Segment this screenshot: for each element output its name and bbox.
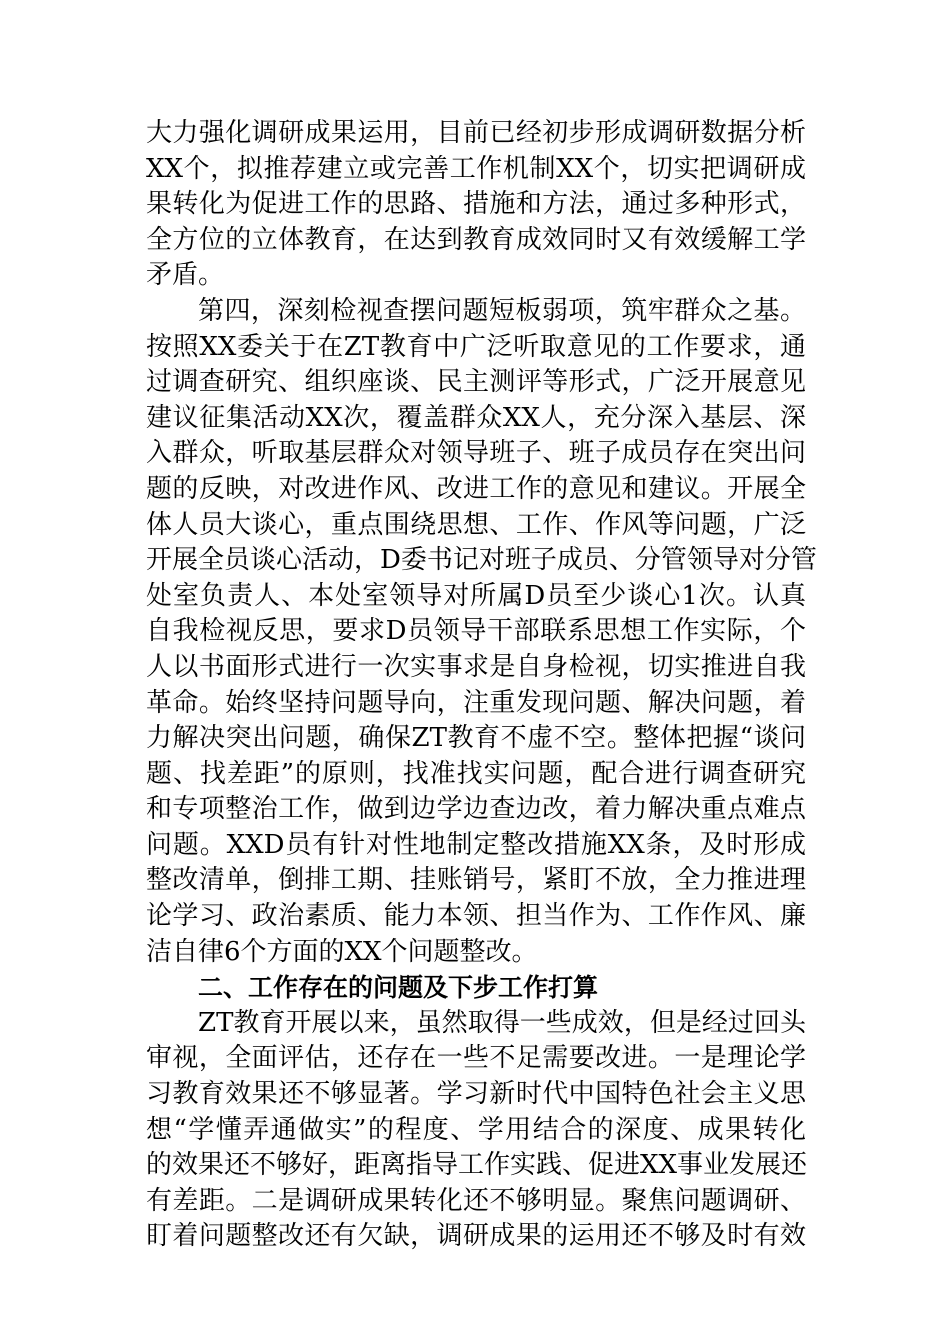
text-line: 的效果还不够好，距离指导工作实践、促进XX事业发展还 — [146, 1150, 808, 1181]
text-line: 人以书面形式进行一次实事求是自身检视，切实推进自我 — [146, 651, 806, 682]
text-line: 想“学懂弄通做实”的程度、学用结合的深度、成果转化 — [146, 1114, 806, 1145]
text-line: 有差距。二是调研成果转化还不够明显。聚焦问题调研、 — [146, 1185, 806, 1216]
text-line: 习教育效果还不够显著。学习新时代中国特色社会主义思 — [146, 1079, 806, 1110]
text-line: 果转化为促进工作的思路、措施和方法，通过多种形式， — [146, 189, 806, 220]
text-line: 第四，深刻检视查摆问题短板弱项，筑牢群众之基。 — [198, 295, 806, 326]
text-line: 按照XX委关于在ZT教育中广泛听取意见的工作要求，通 — [146, 331, 806, 362]
text-line: 入群众，听取基层群众对领导班子、班子成员存在突出问 — [146, 438, 806, 469]
text-line: 矛盾。 — [146, 260, 225, 291]
text-line: 整改清单，倒排工期、挂账销号，紧盯不放，全力推进理 — [146, 865, 806, 896]
text-line: XX个，拟推荐建立或完善工作机制XX个，切实把调研成 — [146, 153, 806, 184]
text-line: 开展全员谈心活动，D委书记对班子成员、分管领导对分管 — [146, 545, 817, 576]
text-line: 审视，全面评估，还存在一些不足需要改进。一是理论学 — [146, 1043, 806, 1074]
text-line: 过调查研究、组织座谈、民主测评等形式，广泛开展意见 — [146, 367, 806, 398]
text-line: 自我检视反思，要求D员领导干部联系思想工作实际，个 — [146, 616, 806, 647]
text-line: 大力强化调研成果运用，目前已经初步形成调研数据分析 — [146, 118, 806, 148]
text-line: 盯着问题整改还有欠缺，调研成果的运用还不够及时有效 — [146, 1221, 806, 1252]
text-line: 建议征集活动XX次，覆盖群众XX人，充分深入基层、深 — [146, 402, 806, 433]
text-line: 论学习、政治素质、能力本领、担当作为、工作作风、廉 — [146, 901, 806, 932]
text-line: 革命。始终坚持问题导向，注重发现问题、解决问题，着 — [146, 687, 806, 718]
text-line: 洁自律6个方面的XX个问题整改。 — [146, 936, 538, 967]
paragraph-research-results — [146, 116, 806, 294]
text-line: 处室负责人、本处室领导对所属D员至少谈心1次。认真 — [146, 580, 806, 611]
text-line: 体人员大谈心，重点围绕思想、工作、作风等问题，广泛 — [146, 509, 806, 540]
document-page — [146, 116, 817, 1255]
text-line: 力解决突出问题，确保ZT教育不虚不空。整体把握“谈问 — [146, 723, 806, 754]
text-line: 全方位的立体教育，在达到教育成效同时又有效缓解工学 — [146, 224, 806, 255]
paragraph-fourth-point — [146, 294, 817, 970]
paragraph-problems — [146, 1006, 806, 1255]
text-line: 问题。XXD员有针对性地制定整改措施XX条，及时形成 — [146, 829, 806, 860]
text-line: ZT教育开展以来，虽然取得一些成效，但是经过回头 — [198, 1007, 806, 1038]
text-line: 题的反映，对改进作风、改进工作的意见和建议。开展全 — [146, 473, 806, 504]
section-heading: 二、工作存在的问题及下步工作打算 — [198, 973, 599, 1003]
text-line: 和专项整治工作，做到边学边查边改，着力解决重点难点 — [146, 794, 806, 825]
text-line: 题、找差距”的原则，找准找实问题，配合进行调查研究 — [146, 758, 806, 789]
